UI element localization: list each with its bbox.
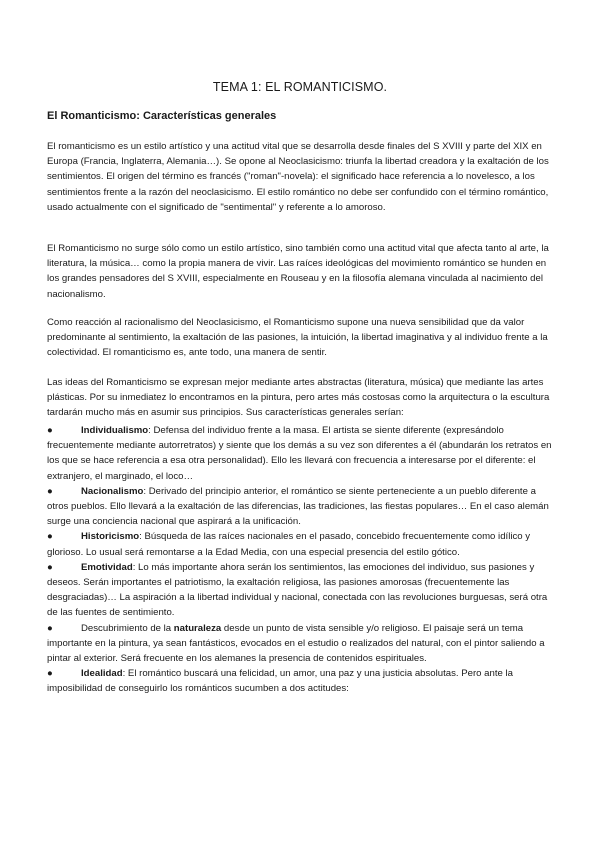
item-term: naturaleza xyxy=(173,622,222,634)
list-item xyxy=(47,484,557,530)
item-term: Idealidad xyxy=(81,668,123,680)
bullet-icon: ● xyxy=(47,531,53,543)
list-item xyxy=(47,621,557,667)
bullet-icon: ● xyxy=(47,561,53,573)
item-prefix: Descubrimiento de la xyxy=(81,622,174,634)
item-text: desde un punto de vista sensible y/o religioso. El paisaje será un tema importante en la pintura, ya sean fantásticos, evocados en el estudio o realizados del natural, con el pintor saliendo a pintar al exterior. Será frecuente en los alemanes la presencia de contenidos espirituales. xyxy=(47,622,545,665)
list-item xyxy=(47,423,557,484)
section-subtitle: El Romanticismo: Características generales xyxy=(47,110,277,122)
item-text: : Lo más importante ahora serán los sentimientos, las emociones del individuo, sus pasiones y deseos. Serán importantes el patriotismo, la exaltación religiosa, las pasiones amorosas (frecuentemente las desgraciadas)… La aspiración a la libertad individual y nacional, conectada con las revoluciones burguesas, será otra de las fuentes de sentimiento. xyxy=(47,561,548,619)
list-item xyxy=(47,560,557,621)
bullet-icon: ● xyxy=(47,668,53,680)
bullet-icon: ● xyxy=(47,425,53,436)
page-title: TEMA 1: EL ROMANTICISMO. xyxy=(212,80,388,94)
paragraph-ideas: Las ideas del Romanticismo se expresan mejor mediante artes abstractas (literatura, música) que mediante las artes plásticas. Por su inmediatez lo encontramos en la pintura, pero artes más costosas como la arquitectura o la escultura tardarán mucho más en asumir sus principios. Sus características generales serían: xyxy=(47,377,550,419)
paragraph-attitude: El Romanticismo no surge sólo como un estilo artístico, sino también como una actitud vital que afecta tanto al arte, la literatura, la música… como la propia manera de vivir. Las raíces ideológicas del movimiento romántico se hunden en los grandes pensadores del S XVIII, especialmente en Rouseau y en la filosofía alemana vinculada al nacimiento del nacionalismo. xyxy=(47,243,549,300)
item-text: : Búsqueda de las raíces nacionales en el pasado, concebido frecuentemente como idílico y glorioso. Lo usual será remontarse a la Edad Media, con una especial presencia del estilo gótico. xyxy=(47,531,531,558)
list-item xyxy=(47,529,557,559)
item-term: Individualismo xyxy=(81,425,149,436)
characteristics-list xyxy=(47,423,557,697)
bullet-icon: ● xyxy=(47,622,53,634)
item-text: : El romántico buscará una felicidad, un amor, una paz y una justicia absolutas. Pero ante la imposibilidad de conseguirlo los románticos sucumben a dos actitudes: xyxy=(47,668,513,695)
item-text: : Derivado del principio anterior, el romántico se siente perteneciente a un pueblo diferente a otros pueblos. Ello llevará a la exaltación de las diferencias, las tradiciones, las fiestas populares… En el caso alemán surge una conciencia nacional que aspirará a la unificación. xyxy=(47,485,549,528)
item-text: : Defensa del individuo frente a la masa. El artista se siente diferente (expresándolo frecuentemente mediante autorretratos) y siente que los demás a su vez son diferentes a él (abundarán los retratos en los que se hace referencia a esa otra personalidad). Ello les llevará con frecuencia a interesarse por el diferente: el extranjero, el marginado, el loco… xyxy=(47,425,552,482)
item-term: Nacionalismo xyxy=(81,485,144,497)
paragraph-reaction: Como reacción al racionalismo del Neoclasicismo, el Romanticismo supone una nueva sensibilidad que da valor predominante al sentimiento, la exaltación de las pasiones, la intuición, la libertad imaginativa y al individuo frente a la colectividad. El romanticismo es, ante todo, una manera de sentir. xyxy=(47,317,548,359)
bullet-icon: ● xyxy=(47,485,53,497)
paragraph-intro: El romanticismo es un estilo artístico y una actitud vital que se desarrolla desde finales del S XVIII y parte del XIX en Europa (Francia, Inglaterra, Alemania…). Se opone al Neoclasicismo: triunfa la libertad creadora y la exaltación de los sentimientos. El origen del término es francés ("roman"-novela): el significado hace referencia a lo novelesco, a los sentimientos frente a la razón del neoclasicismo. El estilo romántico no debe ser confundido con el término romántico, usado actualmente con el significado de "sentimental" y referente a lo amoroso. xyxy=(47,141,549,213)
list-item xyxy=(47,666,557,696)
item-term: Historicismo xyxy=(81,531,140,543)
item-term: Emotividad xyxy=(81,561,133,573)
